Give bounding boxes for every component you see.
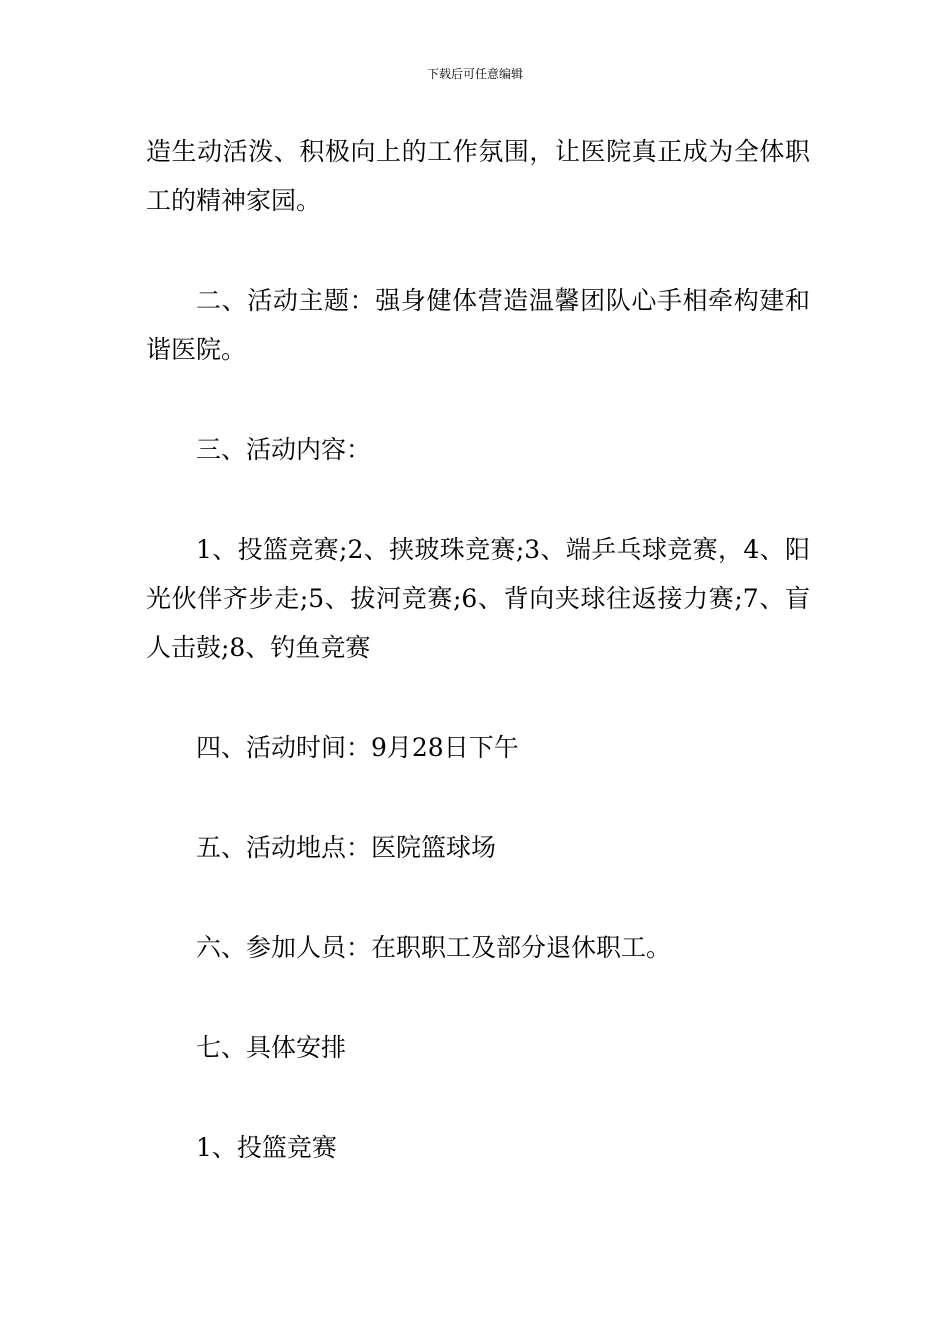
paragraph-activity-location: 五、活动地点：医院篮球场: [196, 833, 497, 862]
paragraph-arrangement-heading: 七、具体安排: [196, 1033, 347, 1062]
document-body: [146, 127, 810, 1172]
paragraph-basketball-item: 1、投篮竞赛: [196, 1133, 337, 1162]
paragraph-activity-time: 四、活动时间：9月28日下午: [196, 733, 519, 762]
paragraph-participants: 六、参加人员：在职职工及部分退休职工。: [196, 933, 672, 962]
paragraph-continuation: 造生动活泼、积极向上的工作氛围，让医院真正成为全体职工的精神家园。: [146, 137, 810, 215]
paragraph-activity-content-heading: 三、活动内容：: [196, 435, 372, 464]
paragraph-activity-theme: 二、活动主题：强身健体营造温馨团队心手相牵构建和谐医院。: [146, 286, 810, 364]
paragraph-activity-list: 1、投篮竞赛;2、挟玻珠竞赛;3、端乒乓球竞赛，4、阳光伙伴齐步走;5、拔河竞赛;6、背向夹球往返接力赛;7、盲人击鼓;8、钓鱼竞赛: [146, 535, 810, 662]
page-header: 下载后可任意编辑: [426, 67, 523, 81]
